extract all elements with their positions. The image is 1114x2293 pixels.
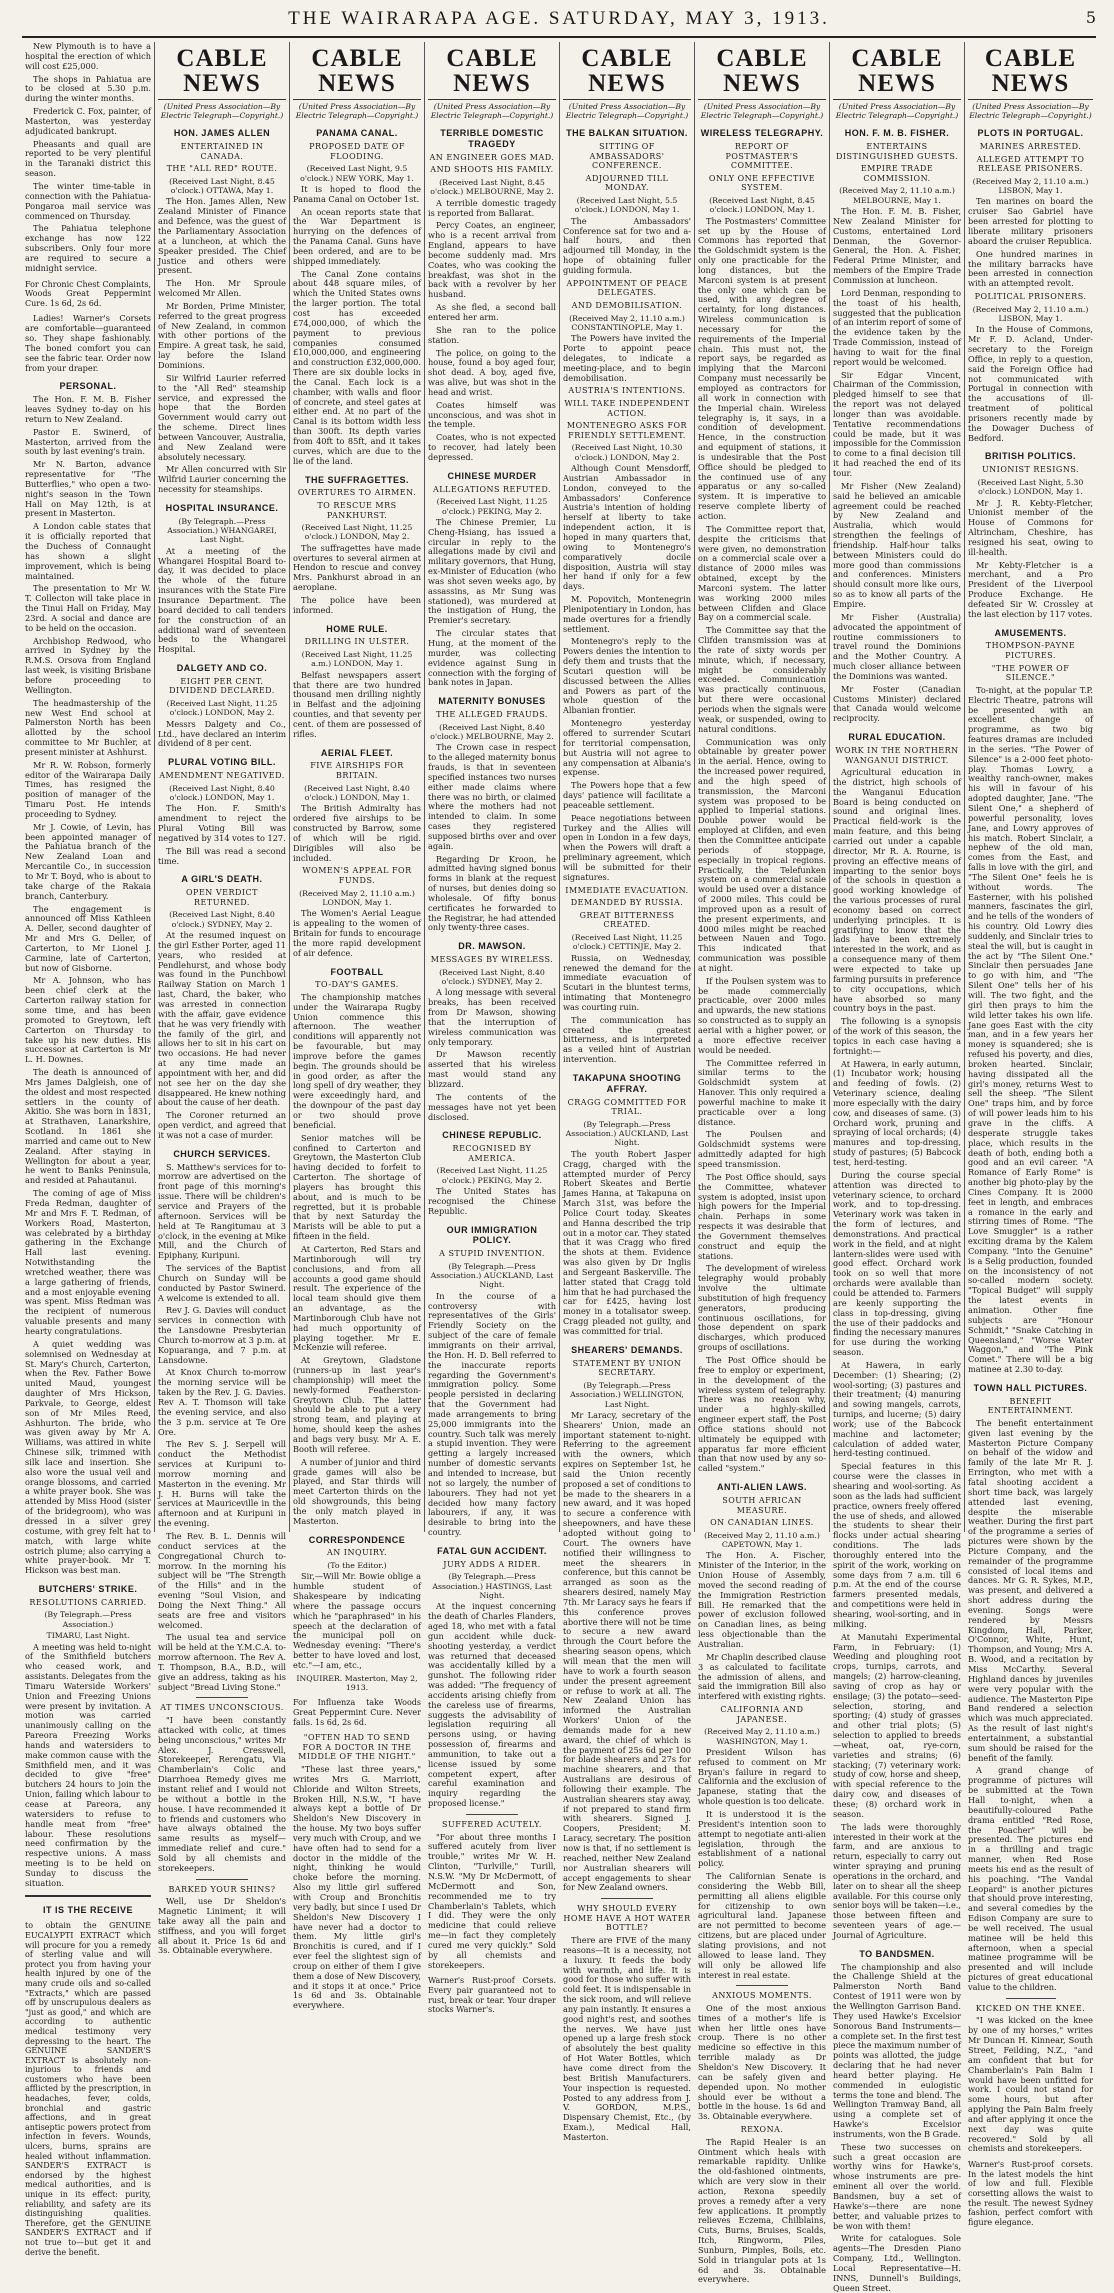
advertisement: Warner's Rust-proof corsets. In the latest models the hint of low and full. Flexible corsetting allows the waist to the result. The newest Sydney fashion, perfect comfort with figure elegance. <box>968 2160 1093 2227</box>
article-paragraph: Sir,—Will Mr. Bowie oblige a humble student of Shakespeare by indicating where the passage occurs which he "paraphrased" in his speech at the declaration of the municipal poll on Wednesday evening: "There's better to have loved and lost, etc."—I am, etc., <box>293 1571 421 1670</box>
article-paragraph: Frederick C. Fox, painter, of Masterton, was yesterday adjudicated bankrupt. <box>25 106 151 136</box>
article-subheadline: SOUTH AFRICAN MEASURE. <box>722 1495 802 1515</box>
article-paragraph: The following is a synopsis of the work of this season, the topics in each case having a fortnight:— <box>833 1016 961 1056</box>
article-subheadline: WOMEN'S APPEAL FOR FUNDS. <box>302 866 412 885</box>
article-subheadline: OVERTURES TO AIRMEN. <box>297 488 417 498</box>
article-subheadline: BENEFIT ENTERTAINMENT. <box>987 1396 1074 1416</box>
article-headline: DALGETY AND CO. <box>176 663 268 674</box>
article-paragraph: A number of junior and third grade games will also be played, and Star thirds will meet Carterton thirds on the old showgrounds, this being the only match played in Masterton. <box>293 1456 421 1526</box>
article-subheadline: AN ENGINEER GOES MAD. <box>429 152 555 162</box>
article-headline: A GIRL'S DEATH. <box>181 874 263 885</box>
article-paragraph: The services of the Baptist Church on Sunday will be conducted by Pastor Swinerd. A welcome is extended to all. <box>158 1263 286 1303</box>
article-subheadline: SITTING OF AMBASSADORS' CONFERENCE. <box>589 142 665 171</box>
article-dateline: (By Telegraph.—Press Association.) AUCKLAND, Last Night. <box>430 1261 554 1290</box>
article-paragraph: Pastor E. Swinerd, of Masterton, arrived from the south by last evening's train. <box>25 426 151 457</box>
advertisement: to obtain the GENUINE EUCALYPTI EXTRACT which will procure for you a remedy of sterling value and will protect you from having your health injured by one of the many crude oils and so-called "Extracts," which are passed off by unscrupulous dealers as "just as good," and which are according to authentic medical testimony very depressing to the heart. The GENUINE SANDER'S EXTRACT is absolutely non-injurious to friends and customers who have been afflicted by the prescription, in headaches, fever, colds, bronchial and gastric affections, and in great antiseptic powers protect from infection in fevers. Wounds, ulcers, burns, sprains are healed without inflammation. SANDER'S EXTRACT is endorsed by the highest medical authorities, and is unique in its effect: purity, reliability, and safety are its distinguishing qualities. Therefore, get the GENUINE SANDER'S EXTRACT and if not true to—but get it and derive the benefit. <box>25 1921 151 2257</box>
article-paragraph: Ladies! Warner's Corsets are comfortable—guaranteed so. They shape fashionably. The boned comfort you can see the fabric tear. Order now from your draper. <box>25 313 151 373</box>
article-paragraph: Regarding Dr Kroon, he admitted having signed bonus forms in blank at the request of nurses, but denies doing so wholesale. Of fifty bonus certificates he forwarded to the Registrar, he had attended only twenty-three cases. <box>428 853 556 933</box>
article-paragraph: The death is announced of Mrs James Dalgleish, one of the oldest and most respected settlers in the county of Akitio. She was born in 1831, at Strathaven, Lanarkshire, Scotland. In 1861 she married and came out to New Zealand. After staying in Wellington for about a year, he went to Banks Peninsula, and resided at Pahautanui. <box>25 1067 151 1186</box>
article-paragraph: "I have been constantly attacked with colic, at times being unconscious," writes Mr Alex. J. Cresswell, Storekeeper, Rerengatu, Via Chamberlain's Colic and Diarrhoea Remedy gives me instant relief and I would not be without a bottle in the house. I have recommended it to friends and customers who have always obtained the same results as myself—immediate relief and cure." Sold by all chemists and storekeepers. <box>158 1715 286 1873</box>
article-paragraph: The Rev. B. L. Dennis will conduct services at the Congregational Church to-morrow. In the morning his subject will be "The Strength of the Hills" and in the evening "Soul Vision, and Doing the Next Thing." All seats are free and visitors welcomed. <box>158 1530 286 1630</box>
article-paragraph: Peace negotiations between Turkey and the Allies will open in London in a few days, when the Powers will draft a preliminary agreement, which will be submitted for their signatures. <box>563 812 691 882</box>
article-dateline: (Received Last Night, 11.25 o'clock.) LONDON, May 2. <box>166 699 278 718</box>
advertisement: Warner's Rust-proof Corsets. Every pair guaranteed not to rust, break or tear. Your draper stocks Warner's. <box>428 1976 556 2015</box>
article-dateline: (By Telegraph.—Press Association.) HASTINGS, Last Night. <box>432 1572 552 1600</box>
article-subheadline: THE "ALL RED" ROUTE. <box>166 164 278 174</box>
article-subheadline: ONLY ONE EFFECTIVE SYSTEM. <box>708 173 816 193</box>
masthead <box>22 6 1096 38</box>
article-paragraph: Special features in this course were the classes in shearing and wool-sorting. As soon as the lads had sufficient practice, owners freely offered the use of sheds, and allowed the students to shear their flocks under actual shearing conditions. The lads thoroughly entered into the spirit of the work, working on some days from 7 a.m. till 6 p.m. At the end of the course farmers presented medals, and competitions were held in shearing, wool-sorting, and in milking. <box>833 1461 962 1629</box>
article-subheadline: CALIFORNIA AND JAPANESE. <box>720 1705 804 1724</box>
article-paragraph: These two successes on such a great occasion are worthy wins for Hawke's, whose instruments are pre-eminent all over the world. Bandsmen, buy a set of Hawke's—there are none better, and valuable prizes to be won with them! <box>833 2141 961 2231</box>
article-dateline: (Received Last Night, 11.25 a.m.) LONDON, May 1. <box>301 650 413 669</box>
article-subheadline: EIGHT PER CENT. DIVIDEND DECLARED. <box>169 676 275 696</box>
article-subheadline: REPORT OF POSTMASTER'S COMMITTEE. <box>725 142 799 171</box>
article-subheadline: ENTERTAINS DISTINGUISHED GUESTS. <box>835 142 959 161</box>
article-headline: PLOTS IN PORTUGAL. <box>977 128 1084 139</box>
article-subheadline: MONTENEGRO ASKS FOR FRIENDLY SETTLEMENT. <box>566 421 688 440</box>
article-paragraph: The development of wireless telegraphy would probably involve the ultimate substitution of high frequency generators, producing continuous oscillations, for those dependent on spark discharges, which produced groups of oscillations. <box>698 1263 826 1353</box>
article-paragraph: The Postmasters' Committee set up by the House of Commons has reported that the Goldschmidt system is the only one practicable for the long distances, but the Marconi system is at present the only one which can be used, with any degree of certainty, for long distances. Wireless communication is necessary for the requirements of the Imperial chain. This must not, the report says, be regarded as implying that the Marconi Company must necessarily be employed as contractors for all work in connection with the Imperial chain. Wireless telegraphy is, it says, in a condition of development. Hence, in the construction and equipment of stations, it is undesirable that the Post Office should be pledged to the continued use of any apparatus or any so-called system. It is imperative to reserve complete liberty of action. <box>698 215 826 521</box>
article-dateline: (Received May 2, 11.10 a.m.) WASHINGTON, May 1. <box>704 1727 820 1746</box>
article-paragraph: As she fled, a second ball entered her arm. <box>428 302 556 322</box>
article-paragraph: At Hawera, in early December: (1) Shearing; (2) wool-sorting; (3) pastures and their treatment; (4) manuring and sowing mangels, carrots, turnips, and lucerne; (5) dairy work; use of the Babcock machine and lactometer; calculation of added water, herd-testing continued. <box>833 1359 961 1459</box>
article-paragraph: The Committee referred in similar terms to the Goldschmidt system at Hanover. This only required a powerful machine to make it practicable over a long distance. <box>698 1057 826 1127</box>
article-paragraph: A London cable states that it is officially reported that the Duchess of Connaught has shown a slight improvement, which is being maintained. <box>25 521 151 581</box>
article-dateline: (Received Last Night, 8.40 o'clock.) LONDON, May 1. <box>304 783 410 802</box>
section-credit-line: (United Press Association—By Electric Telegraph—Copyright.) <box>835 102 959 121</box>
article-paragraph: A meeting was held to-night of the Smithfield butchers who ceased work, and assistants. Delegates from the Timaru Waterside Workers' Union and Freezing Unions were present by invitation. A motion was carried unanimously calling on the Pareora Freezing Works hands and watersiders to make common cause with the Smithfield men, and it was decided to give "free" butchers 24 hours to join the Union, failing which labour to cease at Pareora, any watersiders to refuse to handle meat from "free" labour. These resolutions need confirmation by the respective unions. A mass meeting is to be held on Sunday to discuss the situation. <box>25 1641 151 1888</box>
article-paragraph: In the course of a controversy with representatives of the Girls' Friendly Society on the subject of the care of female immigrants on their arrival, the Hon. H. D. Bell referred to the inaccurate reports regarding the Government's immigration policy. Some people persisted in declaring that the Government had made arrangements to bring 25,000 immigrants into the country. Such talk was merely a stupid invention. They were getting a largely increased number of domestic servants and intended to increase, but not so largely, the number of labourers. They had not yet decided how many factory labourers, if any, it was desirable to bring into the country. <box>428 1290 556 1538</box>
article-dateline: (Received May 2, 11.10 a.m.) LISBON, May 1. <box>972 176 1089 196</box>
article-subheadline: STATEMENT BY UNION SECRETARY. <box>572 1358 682 1378</box>
divider-rule <box>196 1879 247 1880</box>
article-paragraph: To-night, at the popular T.P. Electric Theatre, patrons will be presented with an excellent change of programme, as two big features dramas are included in the series. "The Power of Silence" is a 2-000 feet photo-play. Thomas Lowry, a wealthy ranch-owner, makes his will in favour of his adopted daughter, Jane. "The Silent One," a shepherd of powerful personality, loves Jane, and Lowry approves of his match. Robert Sinclair, a nephew of the old man, comes from the East, and falls in love with the girl, and "The Silent One" feels he is without words. The Easterner, with his polished manners, fascinates the girl, and he tells of the wonders of his country. Old Lowry dies suddenly, and Sinclair tries to steal the will, but is caught in the act by "The Silent One." Sinclair then persuades Jane to go with him, and "The Silent One" tells her of his will. The two fight, and the girl then prays to him the wild letter takes his own life. Jane goes East with the city man, and in a few years her money is squandered; she is refused his poverty, and dies, broken hearted. Sinclair, having dissipated all the girl's money, returns West to sell the sheep. "The Silent One" traps him, and by force of will power leads him to his grave in the cliffs. A desperate struggle takes place, which results in the death of both, ending both a good and an evil career. "A Romance of Early Rome" is another big photo-play by the Cines Company. It is 2000 feet in length, and embraces a romance in the early and stirring times of Rome. "The Love Smuggler" is a rather exciting drama by the Kalem Company. "Into the Genuine" is a Selig production, founded on the inconsistency of not so-called modern society. "Topical Budget" will supply the latest events in animation. Other fine subjects are "Honour Schmidt," "Snake Catching in Queensland," "Worse Water Waggon," and "The Pink Comet." There will be a big matinee at 2.30 to-day. <box>968 684 1093 1375</box>
article-paragraph: Communication was only obtainable by greater power in the aerial. Hence, owing to the increased power required, and the high speed of transmission, the Marconi system was proposed to be applied to Imperial stations. Double power would be employed at Clifden, and even then the Committee anticipate periods of stoppage, especially in tropical regions. Practically, the Telefunken system on a commercial scale would be used over a distance of 2000 miles. This could be improved upon as a result of the present experiments, and 4000 miles might be reached between Nauen and Togo. This indicated that communication was possible at night. <box>698 736 826 973</box>
article-headline: OUR IMMIGRATION POLICY. <box>446 1224 538 1246</box>
article-headline: MATERNITY BONUSES <box>438 696 546 707</box>
article-paragraph: The Committee say that the Clifden transmission was at the rate of sixty words per minute, which, if necessary, might be considerably exceeded. Communication was practically continuous, but there were occasional periods when the signals were weak, or suspended, owing to natural conditions. <box>698 625 826 734</box>
article-paragraph: Rev J. G. Davies will conduct services in connection with the Lansdowne Presbyterian Church to-morrow at 3 p.m. at Kopuaranga, and 7 p.m. at Lansdowne. <box>158 1305 286 1365</box>
article-paragraph: At Hawera, in early autumn, (1) Incubator work; housing and feeding of fowls. (2) Veterinary science, dealing more especially with the dairy cow, and diseases of same. (3) Orchard work, pruning and spraying of local orchards; (4) manures and top-dressing, study of pastures; (5) Babcock test, herd-testing. <box>833 1058 961 1167</box>
page-number: 5 <box>1085 8 1096 27</box>
article-paragraph: In the House of Commons, Mr F. D. Acland, Under-secretary to the Foreign Office, in reply to a question, said the Foreign Office had not communicated with Portugal in connection with the accusations of ill-treatment of political prisoners recently made by the Dowager Duchess of Bedford. <box>968 324 1093 443</box>
article-paragraph: The usual tea and service will be held at the Y.M.C.A. to-morrow afternoon. The Rev A. T. Thompson, B.A., B.D., will give an address, taking as his subject "Bread Living Stone." <box>158 1632 286 1692</box>
article-paragraph: The Chinese Premier, Lu Cheng-Hsiang, has issued a circular in reply to the allegations made by civil and military governors, that Hung, ex-Minister of Education (who was shot seven weeks ago, by assassins, as Mr Sung was stationed), was murdered at the instigation of Hung, the Premier's secretary. <box>428 516 556 626</box>
article-paragraph: "For about three months I suffered acutely from liver trouble," writes Mr W. H. Clinton, "Turlville," Turill, N.S.W. "My Dr McDermott, of McDermott and Son, recommended me to try Chamberlain's Tablets, which I did. They were the only medicine that could relieve me—in fact they completely cured me very quickly." Sold by all chemists and storekeepers. <box>428 1831 556 1970</box>
article-paragraph: The Californian Senate is considering the Webb Bill, permitting all aliens eligible for citizenship to own agricultural land. Japanese are not permitted to become citizens, but are placed under slating provisions, and not allowed to lease land. They will only be allowed life interest in real estate. <box>698 1871 826 1980</box>
article-paragraph: It is hoped to flood the Panama Canal on October 1st. <box>293 183 421 204</box>
article-dateline: (Received Last Night, 8.45 o'clock.) OTTAWA, May 1. <box>169 176 275 196</box>
article-paragraph: She ran to the police station. <box>428 324 556 345</box>
article-paragraph: New Plymouth is to have a hospital the erection of which will cost £25,000. <box>25 41 151 71</box>
article-paragraph: There are FIVE of the many reasons—It is a necessity, not a luxury. It feeds the body with warmth, and life. It is good for those who suffer with cold feet. It is indispensable in the sick room, and will relieve any pain instantly. It ensures a good night's rest, and soothes the nerves. We have just opened up a large fresh stock of absolutely the best quality of Hot Water Bottles, which have come direct from the best British Manufacturers. Your inspection is requested. Posted to any address from J. V. GORDON, M.P.S., Dispensary Chemist, Etc., (by Exam.), Medical Hall, Masterton. <box>563 1935 691 2142</box>
article-subheadline: GREAT BITTERNESS CREATED. <box>579 910 675 930</box>
article-subheadline: MARINES ARRESTED. <box>979 142 1082 152</box>
article-paragraph: Mr A. Johnson, who has been chief clerk at the Carterton railway station for some time, and has been promoted to Greytown, left Carterton on Thursday to take up his new duties. His successor at Carterton is Mr L. H. Downes. <box>25 975 151 1065</box>
article-dateline: (Received Last Night, 11.25 o'clock.) LONDON, May 2. <box>301 523 413 542</box>
article-paragraph: Write for catalogues. Sole agents—The Dresden Piano Company, Ltd., Wellington. Local Representative—H. INNS, Dunnell's Buildings, Queen Street. <box>833 2233 961 2293</box>
article-paragraph: The Hon. F. M. B. Fisher leaves Sydney to-day on his return to New Zealand. <box>25 394 151 424</box>
article-dateline: (Received Last Night, 9.5 o'clock.) NEW YORK, May 1. <box>300 164 414 183</box>
article-paragraph: The shops in Pahiatua are to be closed at 5.30 p.m. during the winter months. <box>25 73 151 104</box>
article-subheadline: FIVE AIRSHIPS FOR BRITAIN. <box>310 761 404 781</box>
article-paragraph: The Post Office should, says the Committee, whatever system is adopted, insist upon high powers for the Imperial chain. Perhaps in some respects it was desirable that the Government themselves construct and equip the stations. <box>698 1171 826 1261</box>
article-headline: ANTI-ALIEN LAWS. <box>717 1482 807 1493</box>
article-paragraph: At the resumed inquest on the girl Esther Porter, aged 11 years, who resided at Pendlehurst, and whose body was found in the Punchbowl Railway Station on March 1 last, Chard, the baker, who was arrested in connection with the affair, gave evidence that he was very friendly with the family of the girl, and allows her to sit in his cart on two occasions. He had never at any time made an appointment with her, and did not see her on the day she disappeared. He knew nothing about the cause of her death. <box>158 930 286 1108</box>
article-subheadline: AN INQUIRY. <box>326 1548 387 1558</box>
article-paragraph: Ten marines on board the cruiser Sao Gabriel have been arrested for plotting to liberate military prisoners aboard the cruiser Republica. <box>968 196 1093 246</box>
article-paragraph: The Pahiatua telephone exchange has now 122 subscribers. Only four more are required to secure a midnight service. <box>25 223 151 273</box>
column-2 <box>154 42 289 1956</box>
article-headline: TERRIBLE DOMESTIC TRAGEDY <box>440 128 544 150</box>
article-dateline: (Received Last Night, 5.5 o'clock.) LONDON, May 1. <box>574 195 680 215</box>
article-subheadline: THOMPSON-PAYNE PICTURES. <box>985 641 1076 661</box>
article-subheadline: BARKED YOUR SHINS? <box>168 1884 276 1894</box>
article-paragraph: A quiet wedding was solemnised on Wednesday at St. Mary's Church, Carterton, when the Rev. Father Bowe united Maud, youngest daughter of Mrs Hickson, Parkvale, to George, eldest son of Mr Miles Reed, Ashhurton. The bride, who was given away by Mr A. Williams, was attired in white Chinese silk, trimmed with silk lace and insertion. She also wore the usual veil and orange blossoms, and carried a white prayer book. She was attended by Miss Hood (sister of the bridegroom), who was dressed in a silver grey costume, with grey felt hat to match, with large white ostrich plume; also carrying a white prayer-book. Mr T. Hickson was best man. <box>25 1338 151 1576</box>
section-heading-cable-news: CABLE NEWS <box>158 46 286 100</box>
article-headline: CORRESPONDENCE <box>308 1534 406 1545</box>
article-paragraph: The Committee report that, despite the criticisms that were given, no demonstration on a commercial scale over a distance of 2000 miles was obtained, except by the Marconi system. The latter was working 2000 miles between Clifden and Glace Bay on a commercial scale. <box>698 523 826 623</box>
article-paragraph: The Bill was read a second time. <box>158 845 286 866</box>
article-dateline: (Received Last Night, 11.25 o'clock.) CETTINJE, May 2. <box>571 933 683 952</box>
article-subheadline: POLITICAL PRISONERS. <box>974 292 1087 302</box>
article-paragraph: The police, on going to the house, found a boy aged four, shot dead. A boy, aged five, was alive, but was shot in the head and wrist. <box>428 347 556 397</box>
divider-rule <box>736 1985 787 1986</box>
article-paragraph: The British Admiralty has ordered five airships to be constructed by Barrow, some of which will be rigid. Dirigibles will also be included. <box>293 803 421 863</box>
article-subheadline: WILL TAKE INDEPENDENT ACTION. <box>564 399 690 418</box>
article-paragraph: Mr Allen concurred with Sir Wilfrid Laurier concerning the necessity for steamships. <box>158 464 286 495</box>
article-headline: HON. F. M. B. FISHER. <box>844 128 950 139</box>
article-paragraph: Archbishop Redwood, who arrived in Sydney by the R.M.S. Orsova from England last week, is visiting Brisbane before proceeding to Wellington. <box>25 635 151 695</box>
article-paragraph: The youth Robert Jasper Cragg, charged with the attempted murder of Percy Robert Skeates and Bertie James Hanna, at Takapuna on March 31st, was before the Police Court today. Skeates and Hanna described the trip out in a motor car. They stated that it was Cragg who fired the shots at them. Evidence was also given by Dr Inglis and Sergeant Baskerville. The latter stated that Cragg told him that he had purchased the car for £425, having lost money in a totalisator sweep. Cragg pleaded not guilty, and was committed for trial. <box>563 1148 691 1337</box>
section-heading-cable-news: CABLE NEWS <box>698 46 826 100</box>
article-paragraph: At Carterton, Red Stars and Martinborough will try conclusions, and from all accounts a good game should result. The experience of the local team should give them an advantage, as the Martinborough Club have not had much opportunity of playing together. Mr E. McKenzie will referee. <box>293 1243 421 1353</box>
divider-rule-heavy <box>25 1895 151 1897</box>
article-subheadline: AND DEMOBILISATION. <box>571 300 683 310</box>
article-paragraph: Russia, on Wednesday, renewed the demand for the immediate evacuation of Scutari in the bluntest terms, intimating that Montenegro was courting ruin. <box>563 952 691 1012</box>
article-paragraph: At Knox Church to-morrow the morning service will be taken by the Rev. J. G. Davies. Rev A. T. Thomson will take the evening service, and also the 3 p.m. service at Te Ore Ore. <box>158 1367 286 1437</box>
article-headline: TAKAPUNA SHOOTING AFFRAY. <box>572 1073 682 1094</box>
article-headline: BUTCHERS' STRIKE. <box>38 1584 138 1595</box>
article-dateline: (Received Last Night, 8.40 o'clock.) MELBOURNE, May 2. <box>430 722 554 741</box>
article-headline: THE SUFFRAGETTES. <box>304 474 409 485</box>
article-paragraph: The Powers hope that a few days' patience will facilitate a peaceable settlement. <box>563 780 691 810</box>
column-4 <box>424 42 559 2015</box>
article-paragraph: The Hon. F. Smith's amendment to reject the Plural Voting Bill was negatived by 314 votes to 127. <box>158 803 286 843</box>
article-paragraph: Pheasants and quail are reported to be very plentiful in the Taranaki district this season. <box>25 138 151 179</box>
article-paragraph: Mr R. W. Robson, formerly editor of the Wairarapa Daily Times, has resigned the position of manager of the Timaru Post. He intends proceeding to Sydney. <box>25 759 151 819</box>
article-headline: PLURAL VOTING BILL. <box>168 757 276 768</box>
article-paragraph: Mr Kebty-Fletcher is a merchant, and a Pro President of the Liverpool Produce Exchange. He defeated Sir W. Crossley at the last election by 117 votes. <box>968 559 1093 619</box>
article-dateline: TIMARU, Last Night. <box>46 1631 130 1641</box>
article-subheadline: "THE POWER OF SILENCE." <box>991 663 1070 683</box>
column-8 <box>964 42 1096 2227</box>
article-paragraph: Mr J. R. Kebty-Fletcher, Unionist member of the House of Commons for Altrincham, Cheshire, has resigned his seat, owing to ill-health. <box>968 497 1093 557</box>
advertisement: For Influenza take Woods Great Peppermint Cure. Never fails. 1s 6d, 2s 6d. <box>293 1698 421 1727</box>
article-dateline: (Received Last Night, 8.40 o'clock.) SYDNEY, May 2. <box>169 910 275 929</box>
article-paragraph: The championship and also the Challenge Shield at the Palmerston North Band Contest of 1911 were won by the Wellington Garrison Band. They used Hawke's Excelsior Sonorous Band Instruments—a complete set. In the first test piece the maximum number of points was allotted, the judge declaring that he had never heard better playing. He commended in eulogistic terms the tone and blend. The Wellington Tramway Band, all using a complete set of Hawke's Excelsior instruments, won the B Grade. <box>833 1961 961 2139</box>
article-headline: RURAL EDUCATION. <box>848 732 946 743</box>
article-headline: THE BALKAN SITUATION. <box>566 128 688 139</box>
article-subheadline: AUSTRIA'S INTENTIONS. <box>568 386 686 396</box>
article-paragraph: "These last three years," writes Mrs G. Marriott, Chloride and Wilton Streets, Broken Hill, N.S.W., "I have always kept a bottle of Dr Sheldon's New Discovery in the house. My two boys suffer very much with Croup, and we have often had to send for a doctor in the middle of the night, thinking he would choke before the morning. Also my little girl suffered with Croup and Bronchitis very badly, but since I used Dr Sheldon's New Discovery I have never had a doctor to them. My little girl's Bronchitis is cured, and if I ever feel the slightest sign of croup on either of them I give them a dose of New Discovery, and it stops it at once." Price 1s 6d and 3s. Obtainable everywhere. <box>293 1764 421 2011</box>
article-headline: PERSONAL. <box>59 381 117 392</box>
article-paragraph: The Canal Zone contains about 448 square miles, of which the United States owns the larger portion. The total cost has exceeded £74,000,000, of which the payment to previous companies consumed £10,000,000, and engineering and construction £32,000,000. There are six double locks in the Canal. Each lock is a chamber, with walls and floor of concrete, and steel gates at either end. At no part of the Canal is its bottom width less than 300ft. Its depth varies from 40ft to 85ft, and it takes curves, which are due to the lie of the land. <box>293 268 421 466</box>
article-paragraph: The Crown case in respect to the alleged maternity bonus frauds, is that in seventeen specified instances two nurses either made claims where there was no birth, or claimed where the mothers had not intended to claim. In some cases they registered supposed births over and over again. <box>428 742 556 851</box>
article-subheadline: THE ALLEGED FRAUDS. <box>436 710 548 719</box>
article-dateline: (Received Last Night, 5.30 o'clock.) LONDON, May 1. <box>977 477 1084 497</box>
article-paragraph: Coates himself was unconscious, and was shot in the temple. <box>428 399 556 430</box>
article-headline: PANAMA CANAL. <box>316 128 398 139</box>
article-headline: CHINESE MURDER <box>447 470 537 481</box>
divider-rule <box>466 1814 517 1815</box>
column-5 <box>559 42 694 2142</box>
article-paragraph: Lord Denman, responding to the toast of his health, suggested that the publication of an interim report of some of the evidence taken by the Trade Commission, instead of having to wait for the final report would be welcomed. <box>833 287 961 367</box>
column-3 <box>289 42 424 2011</box>
article-paragraph: M. Popovitch, Montenegrin Plenipotentiary in London, has made overtures for a friendly settlement. <box>563 594 691 634</box>
article-headline: CHURCH SERVICES. <box>173 1148 271 1159</box>
divider-rule <box>196 1697 247 1698</box>
article-headline: CHINESE REPUBLIC. <box>442 1130 542 1141</box>
article-paragraph: Well, use Dr Sheldon's Magnetic Liniment; it will take away all the pain and stiffness, and you will forget all about it. Price 1s 6d and 3s. Obtainable everywhere. <box>158 1896 286 1956</box>
article-paragraph: A terrible domestic tragedy is reported from Ballarat. <box>428 197 556 218</box>
section-credit-line: (United Press Association—By Electric Telegraph—Copyright.) <box>969 102 1092 121</box>
article-subheadline: WHY SHOULD EVERY HOME HAVE A HOT WATER BOTTLE? <box>563 1904 691 1933</box>
article-paragraph: "I was kicked on the knee by one of my horses," writes Mr Duncan H. Kinnear, South Street, Feilding, N.Z., "and am confident that but for Chamberlain's Pain Balm I would have been unfitted for work. I could not stand for some hours, but after applying the Pain Balm freely and after applying it once the next day was quite recovered." Sold by all chemists and storekeepers. <box>968 2015 1093 2154</box>
article-dateline: (By Telegraph.—Press Association.) <box>44 1610 132 1629</box>
article-paragraph: Mr Fisher (Australia) advocated the appointment of routine commissioners to travel round the Dominions and the Mother Country. A much closer alliance between the Dominions was wanted. <box>833 611 961 681</box>
article-dateline: (By Telegraph.—Press Association.) AUCKLAND, Last Night. <box>565 1119 689 1148</box>
article-paragraph: Sir Edgar Vincent, Chairman of the Commission, pledged himself to see that the report was not delayed longer than was avoidable. Tentative recommendations could be made, but it was impossible for the Commission to come to a final decision till it had reached the end of its tour. <box>833 369 961 479</box>
article-paragraph: Mr J. Cowie, of Levin, has been appointed manager of the Pahiatua branch of the New Zealand Loan and Mercantile Co., in succession to Mr T. Boyd, who is about to take charge of the Rakaia branch, Canterbury. <box>25 821 151 901</box>
article-paragraph: Senior matches will be confined to Carterton and Greytown, the Masterton Club having decided to forfeit to Carterton. The shortage of players has brought this about, and is much to be regretted, but it is probable that by next Saturday the Marists will be able to put a fifteen in the field. <box>293 1132 421 1242</box>
article-dateline: (Received Last Night, 11.25 o'clock.) PEKING, May 2. <box>436 497 548 516</box>
article-subheadline: ON CANADIAN LINES. <box>710 1518 814 1528</box>
article-dateline: INQUIRER. Masterton, May 2, 1913. <box>296 1673 418 1693</box>
article-paragraph: The suffragettes have made overtures to several airmen at Hendon to rescue and convey Mrs. Pankhurst abroad in an aeroplane. <box>293 542 421 593</box>
article-paragraph: Agricultural education in the district, high schools of the Wanganui Education Board is being conducted on sound and original lines. Practical field-work is the main feature, and this being carried out under a capable director, Mr R. A. Rourne, is proving an effective means of imparting to the senior boys of the schools in question a good working knowledge of the various processes of rural economy based on correct underlying principles. It is gratifying to know that the lads have been extremely interested in the work, and as a consequence many of them were expected to take up farming pursuits in preference to city occupations, which have absorbed so many country boys in the past. <box>833 767 961 1014</box>
article-headline: BRITISH POLITICS. <box>984 451 1076 462</box>
article-subheadline: MESSAGES BY WIRELESS. <box>430 955 554 965</box>
article-dateline: (Received May 2, 11.10 a.m.) CAPETOWN, May 1. <box>704 1530 820 1550</box>
article-subheadline: KICKED ON THE KNEE. <box>975 2003 1086 2013</box>
article-subheadline: ADJOURNED TILL MONDAY. <box>585 173 669 193</box>
article-headline: SHEARERS' DEMANDS. <box>571 1344 683 1355</box>
article-subheadline: AMENDMENT NEGATIVED. <box>159 771 285 781</box>
article-headline: HON. JAMES ALLEN <box>173 128 271 139</box>
article-subheadline: "OFTEN HAD TO SEND FOR A DOCTOR IN THE MIDDLE OF THE NIGHT." <box>298 1733 416 1762</box>
article-subheadline: A STUPID INVENTION. <box>439 1249 545 1259</box>
article-paragraph: At a meeting of the Whangarei Hospital Board to-day, it was decided to place the whole of the future insurances with the State Fire Insurance Department. The board decided to call tenders for the construction of an additional ward of seventeen beds to the Whangarei Hospital. <box>158 545 286 655</box>
article-paragraph: The Post Office should be free to employ or experiment, in the development of the wireless system of telegraphy. There was no reason why, under a highly-skilled engineer expert staff, the Post Office stations should not ultimately be equipped with apparatus far more efficient than that now used by any so-called "system." <box>698 1355 826 1474</box>
article-paragraph: The police have been informed. <box>293 595 421 615</box>
section-credit-line: (United Press Association—By Electric Telegraph—Copyright.) <box>565 102 689 121</box>
article-paragraph: The lads were thoroughly interested in their work at the farm, and are anxious to return, especially to carry out winter spraying and pruning operations in the orchard, and later on to shear all the sheep available. For this course only senior boys will be taken—i.e., those between fifteen and seventeen years of age.—Journal of Agriculture. <box>833 1821 961 1940</box>
column-6 <box>694 42 829 2285</box>
article-paragraph: Messrs Dalgety and Co., Ltd., have declared an interim dividend of 8 per cent. <box>158 718 286 749</box>
section-heading-cable-news: CABLE NEWS <box>428 46 556 100</box>
article-headline: HOME RULE. <box>326 623 388 634</box>
article-subheadline: IMMEDIATE EVACUATION. <box>565 885 689 895</box>
article-paragraph: One hundred marines in the military barracks have been arrested in connection with an attempted revolt. <box>968 248 1093 289</box>
article-headline: HOSPITAL INSURANCE. <box>165 502 279 513</box>
article-paragraph: Mr Borden, Prime Minister, referred to the great progress of New Zealand, in common with other portions of the Empire. A great task, he said, lay before the Island Dominions. <box>158 300 286 370</box>
article-subheadline: DRILLING IN ULSTER. <box>304 637 410 647</box>
article-dateline: (By Telegraph.—Press Association.) WELLINGTON, Last Night. <box>570 1380 684 1409</box>
article-dateline: (Received Last Night, 11.25 o'clock.) PEKING, May 2. <box>436 1166 548 1185</box>
article-subheadline: UNIONIST RESIGNS. <box>981 465 1080 475</box>
article-paragraph: At Manutahi Experimental Farm, in February: (1) Weeding and ploughing root crops, turnips, carrots, and mangels; (2) harrow-cleaning, saving of crop as hay or ensilage; (3) the potato—seed-selection, storing, and sporting; (4) study of grasses and other trial plots; (5) selection to applied to breeds—wheat, oat, rye-corn, varieties and strains; (6) stacking; (7) veterinary work: study of cow, horse and sheep, with special reference to the dairy cow, and diseases of these; (8) orchard work in season. <box>833 1631 961 1819</box>
article-subheadline: EMPIRE TRADE COMMISSION. <box>860 164 934 183</box>
article-dateline: (Received May 2, 11.10 a.m.) CONSTANTINOPLE, May 1. <box>569 313 685 332</box>
article-paragraph: Mr Fisher (New Zealand) said he believed an amicable agreement could be reached by New Zealand and Australia, which would strengthen the feelings of friendship. Half-hour talks between Ministers could do more good than commissions and conferences. Ministers should consult more like ours, so as to know all parts of the Empire. <box>833 480 961 609</box>
article-dateline: (By Telegraph.—Press Association.) WHANGAREI, Last Night. <box>167 516 277 545</box>
article-subheadline: CRAGG COMMITTED FOR TRIAL. <box>567 1097 687 1117</box>
article-paragraph: A long message with several breaks, has been received from Dr Mawson, showing that the interruption of wireless communication was only temporary. <box>428 987 556 1047</box>
article-subheadline: ALLEGED ATTEMPT TO RELEASE PRISONERS. <box>976 154 1085 174</box>
section-heading-cable-news: CABLE NEWS <box>563 46 691 100</box>
article-paragraph: The Rev S. J. Serpell will conduct the Methodist services at Kuripuni to-morrow morning and Masterton in the evening. Mr J. H. Burns will take the services at Mauriceville in the afternoon and at Kuripuni in the evening. <box>158 1439 286 1529</box>
article-paragraph: Although Count Mensdorff, Austrian Ambassador in London, conveyed to the Ambassadors' Conference Austria's intention of holding herself at liberty to take independent action, it is hoped in many quarters that, owing to Montenegro's comparatively docile disposition, Austria will stay her hand if only for a few days. <box>563 463 691 592</box>
article-paragraph: The contents of the messages have not yet been disclosed. <box>428 1091 556 1122</box>
article-subheadline: ENTERTAINED IN CANADA. <box>180 142 264 161</box>
article-paragraph: The circular states that Hung, at the moment of the murder, was collecting evidence against Sung in connection with the forging of bank notes in Japan. <box>428 628 556 688</box>
article-subheadline: JURY ADDS A RIDER. <box>443 1559 541 1569</box>
article-headline: DR. MAWSON. <box>458 941 526 952</box>
article-headline: TOWN HALL PICTURES. <box>973 1382 1088 1393</box>
article-paragraph: Percy Coates, an engineer, who is a recent arrival from England, appears to have become suddenly mad. Mrs Coates, who was cooking the breakfast, was shot in the back with a revolver by her husband. <box>428 220 556 300</box>
article-paragraph: The Coroner returned an open verdict, and agreed that it was not a case of murder. <box>158 1110 286 1140</box>
article-paragraph: Mr Laracy, secretary of the Shearers' Union, made an important statement to-night. Referring to the agreement with the owners, which expires on September 1st, he said the Union recently proposed a set of conditions to be made to the shearers in a new award, and it was hoped to secure a conference with sheepowners, and have these adopted without going to Court. The owners have notified their willingness to meet the shearers in conference, but this cannot be arranged as soon as the shearers desired, namely May 7th. Mr Laracy says he fears if this conference proves abortive there will not be time to secure a new award through the Court before the shearing season opens, which will mean that the men will have to work a fourth season under the present agreement or refuse to work at all. The New Zealand Union has informed the Australian Workers' Union of the demands made for a new award, the chief of which is the payment of 25s 6d per 100 for blade shearers and 27s for machine shearers, and that Australians are desirous of following their example. The Australian shearers stay away, if not prepared to stand firm with shearers. Signed J. Coopers, President; M. Laracy, secretary. The position now is that, if no settlement is reached, neither New Zealand nor Australian shearers will accept engagements to shear for New Zealand owners. <box>563 1409 691 1893</box>
article-paragraph: The United States has recognised the Chinese Republic. <box>428 1186 556 1216</box>
article-subheadline: RECOGNISED BY AMERICA. <box>452 1144 532 1163</box>
article-headline: FOOTBALL <box>330 966 384 977</box>
section-heading-cable-news: CABLE NEWS <box>293 46 421 100</box>
article-dateline: (Received May 2, 11.10 a.m.) LISBON, May 1. <box>972 304 1089 324</box>
section-credit-line: (United Press Association—By Electric Telegraph—Copyright.) <box>700 102 824 121</box>
article-dateline: (To the Editor.) <box>327 1561 387 1570</box>
article-paragraph: One of the most anxious times of a mother's life is when her little ones have croup. There is no other medicine so effective in this terrible malady as Dr Sheldon's New Discovery. It can be safely given and depended upon. No mother should ever be without a bottle in the house. 1s 6d and 3s. Obtainable everywhere. <box>698 2002 826 2122</box>
article-paragraph: At Greytown, Gladstone (runners-up in last year's championship) will meet the newly-formed Featherston-Greytown Club. The latter should be able to put a very strong team, and playing at home, should keep the ashes and bags very busy. Mr A. E. Booth will referee. <box>293 1355 421 1454</box>
article-paragraph: Mr Foster (Canadian Customs Minister) declared that Canada would welcome reciprocity. <box>833 683 961 724</box>
section-credit-line: (United Press Association—By Electric Telegraph—Copyright.) <box>295 102 419 121</box>
article-subheadline: AT TIMES UNCONSCIOUS. <box>160 1703 284 1713</box>
article-headline: FATAL GUN ACCIDENT. <box>437 1545 547 1556</box>
article-headline: TO BANDSMEN. <box>859 1948 935 1959</box>
article-dateline: (Received May 2, 11.10 a.m.) MELBOURNE, May 1. <box>839 186 955 205</box>
article-paragraph: It is understood it is the President's intention soon to attempt to negotiate anti-alien legislation, through the establishment of a national policy. <box>698 1809 826 1869</box>
article-paragraph: At the inquest concerning the death of Charles Flanders, aged 18, who met with a fatal gun accident while duck-shooting yesterday, a verdict was returned that deceased was accidentally killed by a gunshot. The following rider was added: "The frequency of accidents arising chiefly from the careless use of firearms, suggests the advisability of legislation requiring all persons using, or having possession of, firearms and ammunition, to take out a license issued by some competent expert, after careful examination and inquiry regarding the proposed license." <box>428 1601 556 1809</box>
article-paragraph: Dr Mawson recently asserted that his wireless mast would stand any blizzard. <box>428 1049 556 1089</box>
article-paragraph: The Hon. F. M. B. Fisher, New Zealand Minister for Customs, entertained Lord Denman, the Governor-General, the Hon. A. Fisher, Federal Prime Minister, and members of the Empire Trade Commission at luncheon. <box>833 206 961 285</box>
article-headline: AMUSEMENTS. <box>994 627 1067 638</box>
article-paragraph: The Powers have invited the Porte to appoint peace delegates, to indicate a meeting-place, and to begin demobilisation. <box>563 333 691 383</box>
article-subheadline: DEMANDED BY RUSSIA. <box>570 898 684 908</box>
section-heading-cable-news: CABLE NEWS <box>833 46 961 100</box>
article-subheadline: AND SHOOTS HIS FAMILY. <box>430 165 554 175</box>
article-dateline: (Received Last Night, 8.40 o'clock.) LONDON, May 1. <box>169 783 275 802</box>
article-paragraph: Montenegro yesterday offered to surrender Scutari for territorial compensation, but Austria will not agree to any compensation at Albania's expense. <box>563 718 691 778</box>
section-credit-line: (United Press Association—By Electric Telegraph—Copyright.) <box>160 102 284 121</box>
article-dateline: (Received Last Night, 10.30 o'clock.) LONDON, May 2. <box>571 443 683 462</box>
divider-rule <box>1006 1998 1056 1999</box>
article-subheadline: OPEN VERDICT RETURNED. <box>186 888 258 907</box>
article-paragraph: The engagement is announced off Miss Kathleen A. Deller, second daughter of Mr and Mrs G. Deller, of Carterton, to Mr Lionel J. Carmine, late of Carterton, but now of Gisborne. <box>25 903 151 973</box>
article-headline: AERIAL FLEET. <box>320 747 394 758</box>
article-subheadline: RESOLUTIONS CARRIED. <box>29 1597 147 1607</box>
article-paragraph: Mr N. Barton, advance representative for "The Butterflies," who open a two-night's season in the Town Hall on May 12th, is at present in Masterton. <box>25 459 151 519</box>
column-1 <box>22 41 154 2257</box>
article-paragraph: A grand change of programme of pictures will be submitted at the Town Hall to-night, when a beautifully-coloured Pathe drama entitled "Red Rose, the Poacher" will be presented. The pictures end in a thrilling and tragic manner, when Red Rose meets his end as the result of his poaching. "The Vandal Leopard" is another pictures that should prove interesting, and several comedies by the Edison Company are sure to be well received. The usual matinee will be held this afternoon, when a special matinee programme will be presented and will include pictures of great educational value to the children. <box>968 1765 1093 1992</box>
article-paragraph: The communication has created the greatest bitterness, and is interpreted as a veiled hint of Austrian intervention. <box>563 1014 691 1065</box>
article-subheadline: ALLEGATIONS REFUTED. <box>432 484 552 494</box>
article-paragraph: Montenegro's reply to the Powers denies the intention to defy them and trusts that the Scutari question will be discussed between the Allies and Powers as part of the whole question of the Albanian frontier. <box>563 636 691 716</box>
article-paragraph: The Hon. James Allen, New Zealand Minister of Finance and Defence, was the guest of the Parliamentary Association at a luncheon, at which the Speaker presided. The Chief Justice and others were present. <box>158 196 286 276</box>
article-subheadline: APPOINTMENT OF PEACE DELEGATES. <box>566 278 688 298</box>
article-dateline: (Received Last Night, 8.40 o'clock.) SYDNEY, May 2. <box>439 967 545 987</box>
divider-rule <box>601 1898 652 1899</box>
article-paragraph: During the course special attention was directed to veterinary science, to orchard work, and to top-dressing. Veterinary work was taken in the form of lectures, and demonstrations. And practical work in the field, and at night lantern-slides were used with good effect. Orchard work took on so well that more orchards were available than could be attended to. Farmers are keenly supporting the class in top-dressing, giving the use of their paddocks and finding the necessary manures for use during the working season. <box>833 1169 961 1358</box>
article-paragraph: The winter time-table in connection with the Pahiatua-Pongaroa mail service was commenced on Thursday. <box>25 180 151 221</box>
article-subheadline: ANXIOUS MOMENTS. <box>712 1991 812 2001</box>
article-headline: IT IS THE RECEIVE <box>42 1904 133 1915</box>
article-subheadline: PROPOSED DATE OF FLOODING. <box>309 142 405 161</box>
article-dateline: (Received May 2, 11.10 a.m.) LONDON, May 1. <box>299 888 415 907</box>
article-paragraph: The Rapid Healer is an Ointment which heals with remarkable rapidity. Unlike the old-fashioned ointments, which are very slow in their action, Rexona speedily proves a remedy after a very few applications. It promptly relieves Eczema, Chilblains, Cuts, Burns, Bruises, Scalds, Itch, Ringworm, Piles, Sunburn, Pimples, Boils, etc. Sold in triangular pots at 1s 6d and 3s. Obtainable everywhere. <box>698 2136 826 2285</box>
article-dateline: (Received Last Night, 8.45 o'clock.) MELBOURNE, May 2. <box>430 178 554 197</box>
article-subheadline: TO-DAY'S GAMES. <box>315 980 399 990</box>
section-credit-line: (United Press Association—By Electric Telegraph—Copyright.) <box>430 102 554 121</box>
masthead-title: THE WAIRARAPA AGE. SATURDAY, MAY 3, 1913. <box>288 8 830 29</box>
article-paragraph: Mr Chaplin described clause 3 as calculated to facilitate the admission of aliens, and said the immigration Bill also interfered with existing rights. <box>698 1651 826 1702</box>
article-paragraph: The Women's Aerial League is appealing to the women of Britain for funds to encourage the more rapid development of air defence. <box>293 908 421 958</box>
article-subheadline: TO RESCUE MRS PANKHURST. <box>317 500 397 520</box>
article-paragraph: The Poulsen and Goldschmidt systems were admittedly adapted for high speed transmission. <box>698 1129 826 1169</box>
article-paragraph: An ocean reports state that the War Department is hurrying on the defences of the Panama Canal. Guns have been ordered, and are to be shipped immediately. <box>293 206 421 266</box>
article-paragraph: If the Poulsen system was to be made commercially practicable, over 2000 miles and upwards, the new stations so constructed as to supply an aerial with a higher power, or a more effective receiver would be needed. <box>698 975 826 1055</box>
article-paragraph: The benefit entertainment given last evening by the Masterton Picture Company on behalf of the widow and family of the late Mr R. J. Errington, who met with a fatal shooting accident a short time back, was largely attended last evening, despite the miserable weather. During the first part of the programme a series of pictures were shown by the Picture Company, and the remainder of the programme consisted of local items and dances. Mr G. R. Sykes, M.P., was present, and delivered a short address during the evening. Songs were rendered by Messrs Kingdom, Hall, Parker, O'Connor, White, Hunt, Thompson, and Young; Mrs A. B. Wood, and a recitation by Miss McCarthy. Several Highland dances by juveniles were very popular with the audience. The Masterton Pipe Band rendered a selection which was much appreciated. As the result of last night's entertainment, a substantial sum should be raised for the benefit of the family. <box>968 1417 1093 1763</box>
article-paragraph: S. Matthew's services for to-morrow are advertised on the front page of this morning's issue. There will be children's service and Prayers of the afternoon. Services will be held at Te Rangitumau at 3 o'clock, in the evening at Mike Mill, and the Church of Epiphany, Kuripuni. <box>158 1161 286 1261</box>
article-paragraph: The championship matches under the Wairarapa Rugby Union commence this afternoon. The weather conditions will apparently not be favourable, but may improve before the games begin. The grounds should be in good order, as after the long spell of dry weather, they were exceedingly hard, and the downpour of the past day or two should prove beneficial. <box>293 991 421 1130</box>
article-subheadline: WORK IN THE NORTHERN WANGANUI DISTRICT. <box>835 745 959 765</box>
section-heading-cable-news: CABLE NEWS <box>968 46 1093 100</box>
article-subheadline: REXONA. <box>740 2125 784 2135</box>
advertisement: For Chronic Chest Complaints, Woods Great Peppermint Cure. 1s 6d, 2s 6d. <box>25 279 151 308</box>
article-paragraph: The Hon. Mr Sproule welcomed Mr Allen. <box>158 278 286 299</box>
article-subheadline: SUFFERED ACUTELY. <box>442 1820 542 1830</box>
article-paragraph: Coates, who is not expected to recover, had lately been depressed. <box>428 432 556 462</box>
article-paragraph: The Ambassadors' Conference sat for two and a-half hours, and then adjourned till Monday, in the hope of obtaining fuller guiding formula. <box>563 215 691 275</box>
article-headline: WIRELESS TELEGRAPHY. <box>700 128 824 139</box>
article-paragraph: The coming of age of Miss Freda Redman, daughter of Mr and Mrs F. T. Redman, of Workers Road, Masterton, was celebrated by a birthday gathering in the Exchange Hall last evening. Notwithstanding the wretched weather, there was a large gathering of friends, and a most enjoyable evening was spent. Miss Redman was the recipient of numerous valuable presents and many hearty congratulations. <box>25 1188 151 1336</box>
article-paragraph: The Hon. A. Fischer, Minister of the Interior, in the Union House of Assembly, moved the second reading of the Immigration Restriction Bill. He remarked that the power of exclusion followed on Canadian lines, as being less objectionable than the Australian. <box>698 1550 826 1649</box>
article-paragraph: Sir Wilfrid Laurier referred to the "All Red" steamship service, and expressed the hope that the Borden Government would carry out the scheme. Direct lines between Vancouver, Australia, and New Zealand were absolutely necessary. <box>158 372 286 462</box>
article-paragraph: President Wilson has refused to comment on Mr Bryan's failure in regard to California and the exclusion of Japanese, stating that the whole question is too delicate. <box>698 1746 826 1807</box>
article-paragraph: The presentation to Mr W. T. Collecton will take place in the Tinui Hall on Friday, May 23rd. A social and dance are to be held on the occasion. <box>25 583 151 633</box>
article-paragraph: Belfast newspapers assert that there are two hundred thousand men drilling nightly in Belfast and the adjoining counties, and that seventy per cent. of them are possessed of rifles. <box>293 669 421 739</box>
article-paragraph: The headmastership of the new West End school at Palmerston North has been allotted by the school committee to Mr Buchler, at present minister at Ashhurst. <box>25 697 151 757</box>
column-7 <box>829 42 964 2293</box>
article-dateline: (Received Last Night, 8.45 o'clock.) LONDON, May 1. <box>709 195 815 215</box>
